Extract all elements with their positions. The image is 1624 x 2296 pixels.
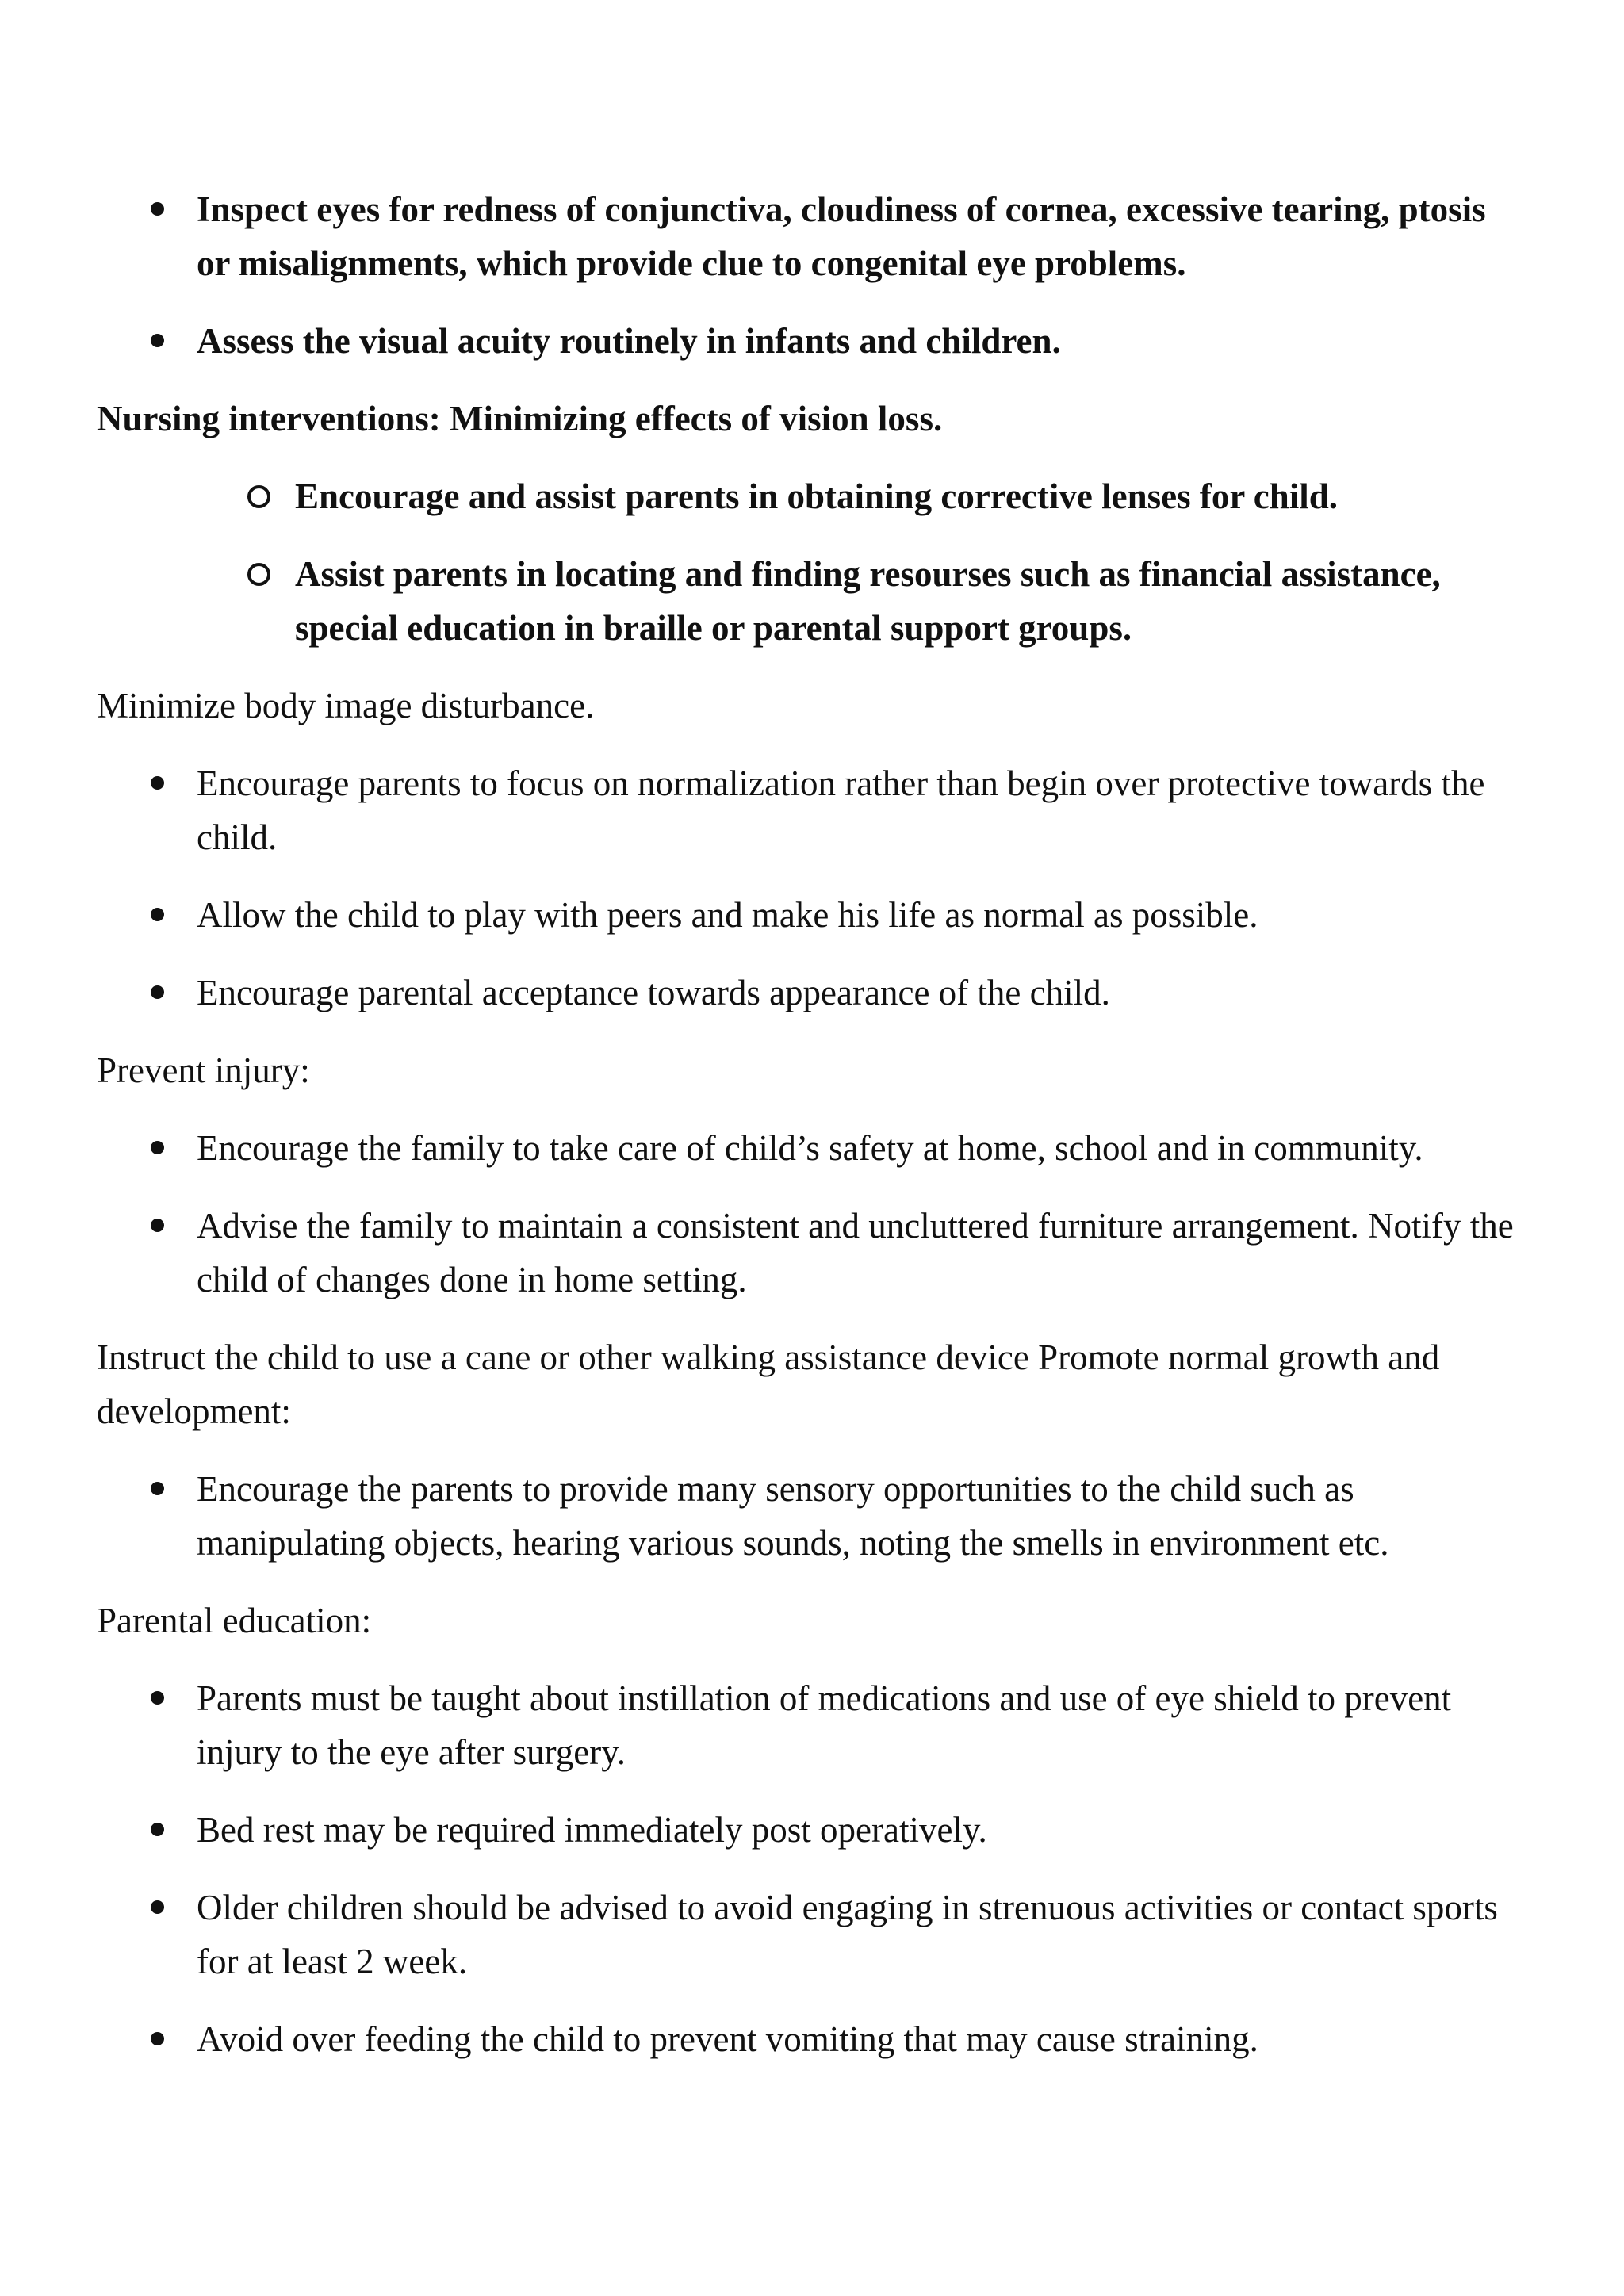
list-item-text: Assist parents in locating and finding resourses such as financial assistance, special education in braille or parental support groups. [295, 554, 1441, 648]
bullet-icon [151, 1482, 164, 1495]
list-item-text: Allow the child to play with peers and make his life as normal as possible. [197, 895, 1258, 935]
list-item [97, 469, 1524, 523]
bullet-icon [151, 1691, 164, 1705]
list-item [97, 1462, 1524, 1570]
growth-development-list [97, 1462, 1524, 1570]
list-item [97, 182, 1524, 290]
prevent-injury-heading: Prevent injury: [97, 1050, 310, 1090]
prevent-injury-list [97, 1121, 1524, 1307]
body-image-heading: Minimize body image disturbance. [97, 686, 595, 725]
list-item [97, 1121, 1524, 1175]
parental-education-heading: Parental education: [97, 1601, 372, 1640]
document-page [97, 182, 1524, 2090]
list-item [97, 1199, 1524, 1307]
hollow-bullet-icon [247, 563, 270, 586]
list-item-text: Advise the family to maintain a consistent and uncluttered furniture arrangement. Notify the child of changes done in home setting. [197, 1206, 1514, 1299]
bullet-icon [151, 1141, 164, 1154]
list-item-text: Bed rest may be required immediately post operatively. [197, 1810, 987, 1850]
list-item-text: Assess the visual acuity routinely in infants and children. [197, 321, 1061, 361]
list-item [97, 314, 1524, 368]
bullet-icon [151, 2032, 164, 2045]
list-item-text: Encourage parental acceptance towards appearance of the child. [197, 973, 1110, 1012]
list-item [97, 2012, 1524, 2066]
hollow-bullet-icon [247, 485, 270, 508]
list-item [97, 1803, 1524, 1857]
bullet-icon [151, 985, 164, 999]
list-item-text: Encourage the parents to provide many sensory opportunities to the child such as manipulating objects, hearing various sounds, noting the smells in environment etc. [197, 1469, 1389, 1563]
list-item [97, 547, 1524, 655]
list-item-text: Inspect eyes for redness of conjunctiva, cloudiness of cornea, excessive tearing, ptosis or misalignments, which provide clue to congenital eye problems. [197, 189, 1486, 283]
intro-bullet-list [97, 182, 1524, 368]
bullet-icon [151, 202, 164, 216]
list-item-text: Avoid over feeding the child to prevent vomiting that may cause straining. [197, 2019, 1258, 2059]
bullet-icon [151, 908, 164, 921]
body-image-list [97, 756, 1524, 1020]
list-item-text: Encourage and assist parents in obtaining corrective lenses for child. [295, 476, 1339, 516]
list-item-text: Encourage parents to focus on normalization rather than begin over protective towards the child. [197, 763, 1485, 857]
list-item [97, 756, 1524, 864]
list-item [97, 1671, 1524, 1779]
list-item-text: Parents must be taught about instillation of medications and use of eye shield to prevent injury to the eye after surgery. [197, 1678, 1452, 1772]
list-item-text: Encourage the family to take care of child’s safety at home, school and in community. [197, 1128, 1423, 1168]
list-item-text: Older children should be advised to avoid engaging in strenuous activities or contact sports for at least 2 week. [197, 1888, 1498, 1981]
bullet-icon [151, 1219, 164, 1232]
nursing-interventions-heading: Nursing interventions: Minimizing effects of vision loss. [97, 399, 943, 438]
nursing-subitem-list [97, 469, 1524, 655]
bullet-icon [151, 1900, 164, 1914]
bullet-icon [151, 334, 164, 347]
list-item [97, 1881, 1524, 1988]
list-item [97, 888, 1524, 942]
bullet-icon [151, 776, 164, 790]
parental-education-list [97, 1671, 1524, 2066]
growth-development-heading: Instruct the child to use a cane or other walking assistance device Promote normal growth and development: [97, 1337, 1440, 1431]
bullet-icon [151, 1823, 164, 1836]
list-item [97, 966, 1524, 1020]
